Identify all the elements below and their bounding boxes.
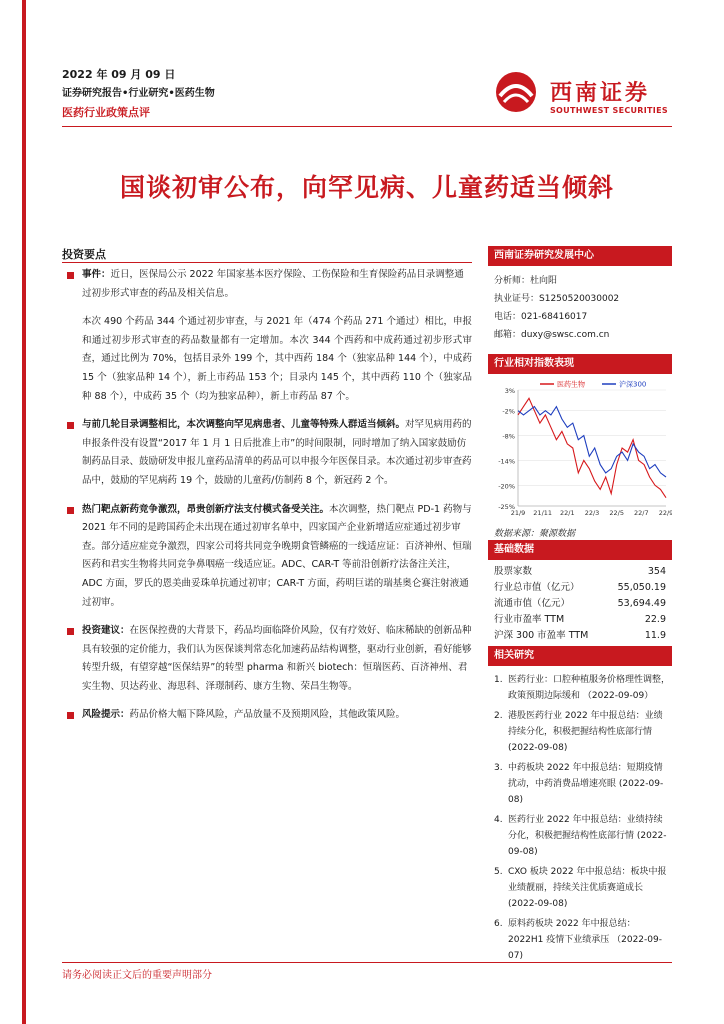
basic-data-heading: 基础数据: [488, 540, 672, 560]
chart-y-tick-label: 3%: [504, 387, 515, 395]
related-item[interactable]: [488, 760, 672, 808]
chart-y-tick-label: -14%: [498, 457, 515, 466]
report-date: 2022 年 09 月 09 日: [62, 68, 176, 81]
bullet-square-icon: [67, 422, 74, 429]
basic-data-box: [488, 540, 672, 644]
footer-disclaimer: 请务必阅读正文后的重要声明部分: [62, 970, 212, 981]
analyst-email[interactable]: 邮箱：duxy@swsc.com.cn: [494, 330, 610, 340]
key-point-investment-advice: [62, 622, 472, 696]
key-point-lead: 与前几轮目录调整相比，本次调整向罕见病患者、儿童等特殊人群适当倾斜。: [82, 419, 406, 431]
key-point-text: 药品价格大幅下降风险，产品放量不及预期风险，其他政策风险。: [129, 709, 406, 721]
basic-data-row: [488, 612, 672, 628]
related-item-text: 医药行业 2022 年中报总结：业绩持续分化，积极把握结构性底部行情 (2022-09-08): [508, 815, 667, 857]
analyst-phone: 电话：021-68416017: [494, 312, 588, 322]
analyst-name: 分析师：杜向阳: [494, 276, 558, 286]
key-point-risk: [62, 706, 472, 725]
bullet-square-icon: [67, 507, 74, 514]
related-item-number: 3.: [494, 763, 503, 773]
key-point-text: 近日，医保局公示 2022 年国家基本医疗保险、工伤保险和生育保险药品目录调整通过初步形式审查的药品及相关信息。: [82, 269, 464, 299]
key-points-heading: 投资要点: [62, 248, 106, 261]
relative-index-chart: [488, 374, 672, 524]
related-item[interactable]: [488, 864, 672, 912]
chart-x-tick-label: 21/11: [533, 509, 553, 517]
chart-y-tick-label: -25%: [498, 503, 515, 511]
report-subtype: 医药行业政策点评: [62, 106, 150, 119]
logo-english-name: SOUTHWEST SECURITIES: [550, 106, 668, 115]
bullet-square-icon: [67, 712, 74, 719]
related-heading: 相关研究: [488, 646, 672, 666]
key-point-event: [62, 266, 472, 303]
related-item-number: 1.: [494, 675, 503, 685]
basic-data-value: 11.9: [644, 630, 666, 641]
basic-data-label: 流通市值（亿元）: [494, 598, 571, 609]
report-title: 国谈初审公布，向罕见病、儿童药适当倾斜: [119, 173, 614, 202]
key-point-lead: 风险提示：: [82, 709, 130, 721]
related-item[interactable]: [488, 672, 672, 704]
key-point-text: 本次调整，热门靶点 PD-1 药物与 2021 年不同的是跨国药企未出现在通过初审名单中，四家国产企业新增适应症通过初步审查。部分适应症竞争激烈，四家公司将共同竞争晚期食管鳞癌的一线适应证：百济神州、恒瑞医药和君实生物将共同竞争鼻咽癌一线适应证。ADC、CAR-T 等前沿创新疗法备注关注，ADC 方面，罗氏的恩美曲妥珠单抗通过初审；CAR-T 方面，药明巨诺的瑞基奥仑赛注射液通过初审。: [82, 503, 472, 608]
report-type: 证券研究报告•行业研究•医药生物: [62, 88, 215, 99]
chart-y-tick-label: -2%: [502, 407, 515, 416]
basic-data-value: 22.9: [644, 614, 666, 625]
company-logo: [492, 70, 682, 122]
basic-data-label: 行业总市值（亿元）: [494, 582, 580, 593]
chart-x-tick-label: 21/9: [510, 509, 526, 517]
key-points-body: [62, 266, 472, 725]
chart-x-tick-label: 22/9: [658, 509, 672, 517]
chart-x-tick-label: 22/7: [634, 509, 649, 517]
basic-data-row: [488, 564, 672, 580]
key-point-text: 对罕见病用药的申报条件没有设置“2017 年 1 月 1 日后批准上市”的时间限制，同时增加了纳入国家鼓励仿制药品目录、鼓励研发申报儿童药品清单的药品可以申报今年医保目录。本次通过初步审查药品中，鼓励的罕见病药 19 个，鼓励的儿童药/仿制药 8 个，新冠药 2 个。: [82, 419, 472, 486]
analyst-license: 执业证号：S1250520030002: [494, 294, 620, 304]
basic-data-row: [488, 596, 672, 612]
related-item-text: 医药行业：口腔种植服务价格理性调整，政策预期边际缓和 （2022-09-09）: [508, 675, 671, 701]
chart-source: 数据来源：聚源数据: [494, 529, 576, 539]
bullet-square-icon: [67, 272, 74, 279]
chart-legend-label: 沪深300: [619, 380, 647, 389]
related-item-number: 2.: [494, 711, 503, 721]
basic-data-value: 55,050.19: [617, 582, 666, 593]
left-accent-bar: [22, 0, 26, 1024]
chart-x-tick-label: 22/3: [584, 509, 600, 517]
chart-x-tick-label: 22/1: [560, 509, 575, 517]
related-item-number: 5.: [494, 867, 503, 877]
key-point-hot-targets: [62, 501, 472, 613]
chart-series-line-pharma: [518, 398, 666, 497]
related-item-number: 4.: [494, 815, 503, 825]
basic-data-value: 53,694.49: [617, 598, 666, 609]
chart-y-tick-label: -20%: [498, 482, 515, 491]
related-item-text: 中药板块 2022 年中报总结：短期疫情扰动，中药消费品增速亮眼 (2022-09-08): [508, 763, 664, 805]
footer-divider: [62, 962, 672, 963]
related-item-text: 港股医药行业 2022 年中报总结：业绩持续分化，积极把握结构性底部行情 (2022-09-08): [508, 711, 663, 753]
chart-legend-label: 医药生物: [557, 380, 585, 389]
related-item[interactable]: [488, 812, 672, 860]
chart-x-tick-label: 22/5: [609, 509, 624, 517]
index-performance-box: [488, 354, 672, 539]
key-point-paragraph: 本次 490 个药品 344 个通过初步审查，与 2021 年（474 个药品 271 个通过）相比，申报和通过初步形式审查的药品数量都有一定增加。本次 344 个西药和中成药通过初步形式审查，通过比例为 70%，包括目录外 199 个，其中西药 184 个（独家品种 144 个），中成药 15 个（独家品种 14 个），新上市药品 153 个；目录内 145 个，其中西药 110 个（独家品种 88 个），中成药 35 个（均为独家品种），新上市药品 87 个。: [82, 316, 472, 402]
related-research-box: [488, 646, 672, 964]
basic-data-value: 354: [647, 566, 666, 577]
key-point-lead: 投资建议：: [82, 625, 130, 637]
chart-y-tick-label: -8%: [502, 432, 515, 441]
index-heading: 行业相对指数表现: [488, 354, 672, 374]
related-item-text: 原料药板块 2022 年中报总结：2022H1 疫情下业绩承压 （2022-09-07): [508, 919, 662, 961]
key-point-lead: 事件：: [82, 269, 111, 280]
basic-data-row: [488, 580, 672, 596]
logo-emblem-icon: [492, 70, 540, 114]
key-point-text: 在医保控费的大背景下，药品均面临降价风险，仅有疗效好、临床稀缺的创新品种具有较强的定价能力，我们认为医保谈判常态化加速药品结构调整，驱动行业创新，看好能够转型升级，有望穿越“医保结界”的转型 pharma 和新兴 biotech：恒瑞医药、百济神州、君实生物、贝达药业、海思科、泽璟制药、康方生物、荣昌生物等。: [82, 625, 472, 692]
basic-data-label: 沪深 300 市盈率 TTM: [494, 630, 589, 641]
related-item-text: CXO 板块 2022 年中报总结：板块中报业绩靓丽，持续关注优质赛道成长 (2022-09-08): [508, 867, 667, 909]
key-points-divider: [62, 262, 472, 263]
analyst-heading: 西南证券研究发展中心: [488, 246, 672, 266]
bullet-square-icon: [67, 628, 74, 635]
basic-data-label: 股票家数: [494, 566, 533, 577]
basic-data-row: [488, 628, 672, 644]
basic-data-label: 行业市盈率 TTM: [494, 614, 565, 625]
related-item-number: 6.: [494, 919, 503, 929]
analyst-box: [488, 246, 672, 344]
key-point-rare-disease: [62, 416, 472, 490]
related-item[interactable]: [488, 708, 672, 756]
chart-series-line-csi300: [518, 407, 666, 477]
header-divider: [62, 126, 672, 127]
key-point-lead: 热门靶点新药竞争激烈，昂贵创新疗法支付模式备受关注。: [82, 503, 330, 515]
logo-chinese-name: 西南证券: [550, 80, 651, 106]
related-item[interactable]: [488, 916, 672, 964]
